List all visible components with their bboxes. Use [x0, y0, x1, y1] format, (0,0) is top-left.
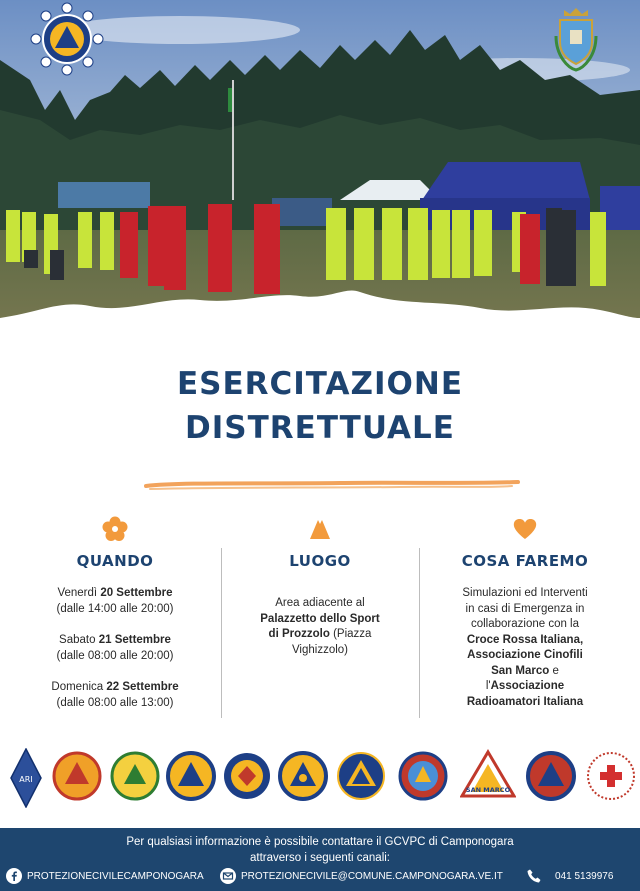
civil-protection-logo-1 [52, 748, 102, 804]
phone-icon [526, 868, 542, 884]
partner-logos-row [8, 748, 636, 812]
where-line: Area adiacente al [275, 597, 365, 609]
facebook-icon [6, 868, 22, 884]
title-line-1: ESERCITAZIONE [176, 366, 464, 402]
what-line: collaborazione con la [470, 618, 580, 630]
contact-footer [0, 828, 640, 891]
where-section [222, 516, 418, 658]
contact-info-line: Per qualsiasi informazione è possibile contattare il GCVPC di Camponogara [126, 836, 514, 848]
what-heading: COSA FAREMO [461, 552, 589, 570]
date-day: Domenica [51, 681, 104, 693]
facebook-handle: PROTEZIONECIVILECAMPONOGARA [27, 870, 204, 882]
heart-icon [512, 516, 538, 542]
what-conj: e [552, 664, 559, 677]
phone-number: 041 5139976 [555, 870, 614, 882]
phone-contact[interactable] [526, 868, 613, 884]
where-place: di Prozzolo [268, 628, 330, 640]
when-section [20, 516, 210, 711]
what-line: Simulazioni ed Interventi [462, 587, 588, 599]
what-org: San Marco [491, 664, 550, 677]
date-date: 22 Settembre [106, 681, 179, 693]
email-contact[interactable] [220, 868, 503, 884]
civil-protection-logo-3 [166, 748, 216, 804]
date-day: Sabato [59, 634, 96, 646]
civil-protection-logo-7 [398, 748, 448, 804]
where-note: Vighizzolo) [291, 643, 349, 656]
svg-text:ARI: ARI [19, 775, 33, 784]
contact-channels [0, 868, 640, 888]
tent-icon [307, 516, 333, 542]
civil-protection-logo-5 [278, 748, 328, 804]
facebook-contact[interactable] [6, 868, 204, 884]
date-hours: (dalle 08:00 alle 20:00) [56, 649, 174, 662]
where-heading: LUOGO [289, 552, 351, 570]
what-org: Associazione Cinofili [467, 649, 583, 661]
municipality-coat-of-arms [552, 6, 600, 72]
civil-protection-logo-8 [526, 748, 576, 804]
where-note: (Piazza [333, 628, 372, 640]
what-org: Associazione [490, 680, 565, 692]
logo-caption-san-marco: SAN MARCO [465, 786, 511, 794]
date-day: Venerdì [57, 587, 98, 599]
mail-icon [220, 868, 236, 884]
what-line: in casi di Emergenza in [465, 602, 585, 615]
civil-protection-logo-2 [110, 748, 160, 804]
contact-info [0, 834, 640, 866]
what-section [420, 516, 630, 710]
email-address: PROTEZIONECIVILE@COMUNE.CAMPONOGARA.VE.IT [241, 870, 503, 882]
what-org: Croce Rossa Italiana, [466, 633, 584, 646]
cinofili-san-marco-logo [460, 748, 516, 804]
date-date: 21 Settembre [98, 634, 171, 646]
contact-info-line: attraverso i seguenti canali: [250, 852, 390, 864]
header-photo [0, 0, 640, 350]
civil-protection-logo-6 [336, 748, 386, 804]
civil-protection-logo-4 [222, 748, 272, 804]
event-title [0, 362, 640, 450]
title-line-2: DISTRETTUALE [185, 410, 455, 446]
red-cross-logo [586, 748, 636, 804]
what-article: l' [485, 680, 491, 692]
date-item [20, 680, 210, 711]
decorative-brush-divider [140, 476, 524, 496]
date-item [20, 633, 210, 664]
date-hours: (dalle 14:00 alle 20:00) [56, 602, 174, 615]
flower-icon [102, 516, 128, 542]
where-place: Palazzetto dello Sport [260, 612, 380, 625]
civil-protection-crest-logo [30, 2, 104, 76]
date-hours: (dalle 08:00 alle 13:00) [56, 696, 174, 709]
what-org: Radioamatori Italiana [466, 695, 584, 708]
date-date: 20 Settembre [100, 587, 173, 599]
when-heading: QUANDO [76, 552, 154, 570]
date-item [20, 586, 210, 617]
